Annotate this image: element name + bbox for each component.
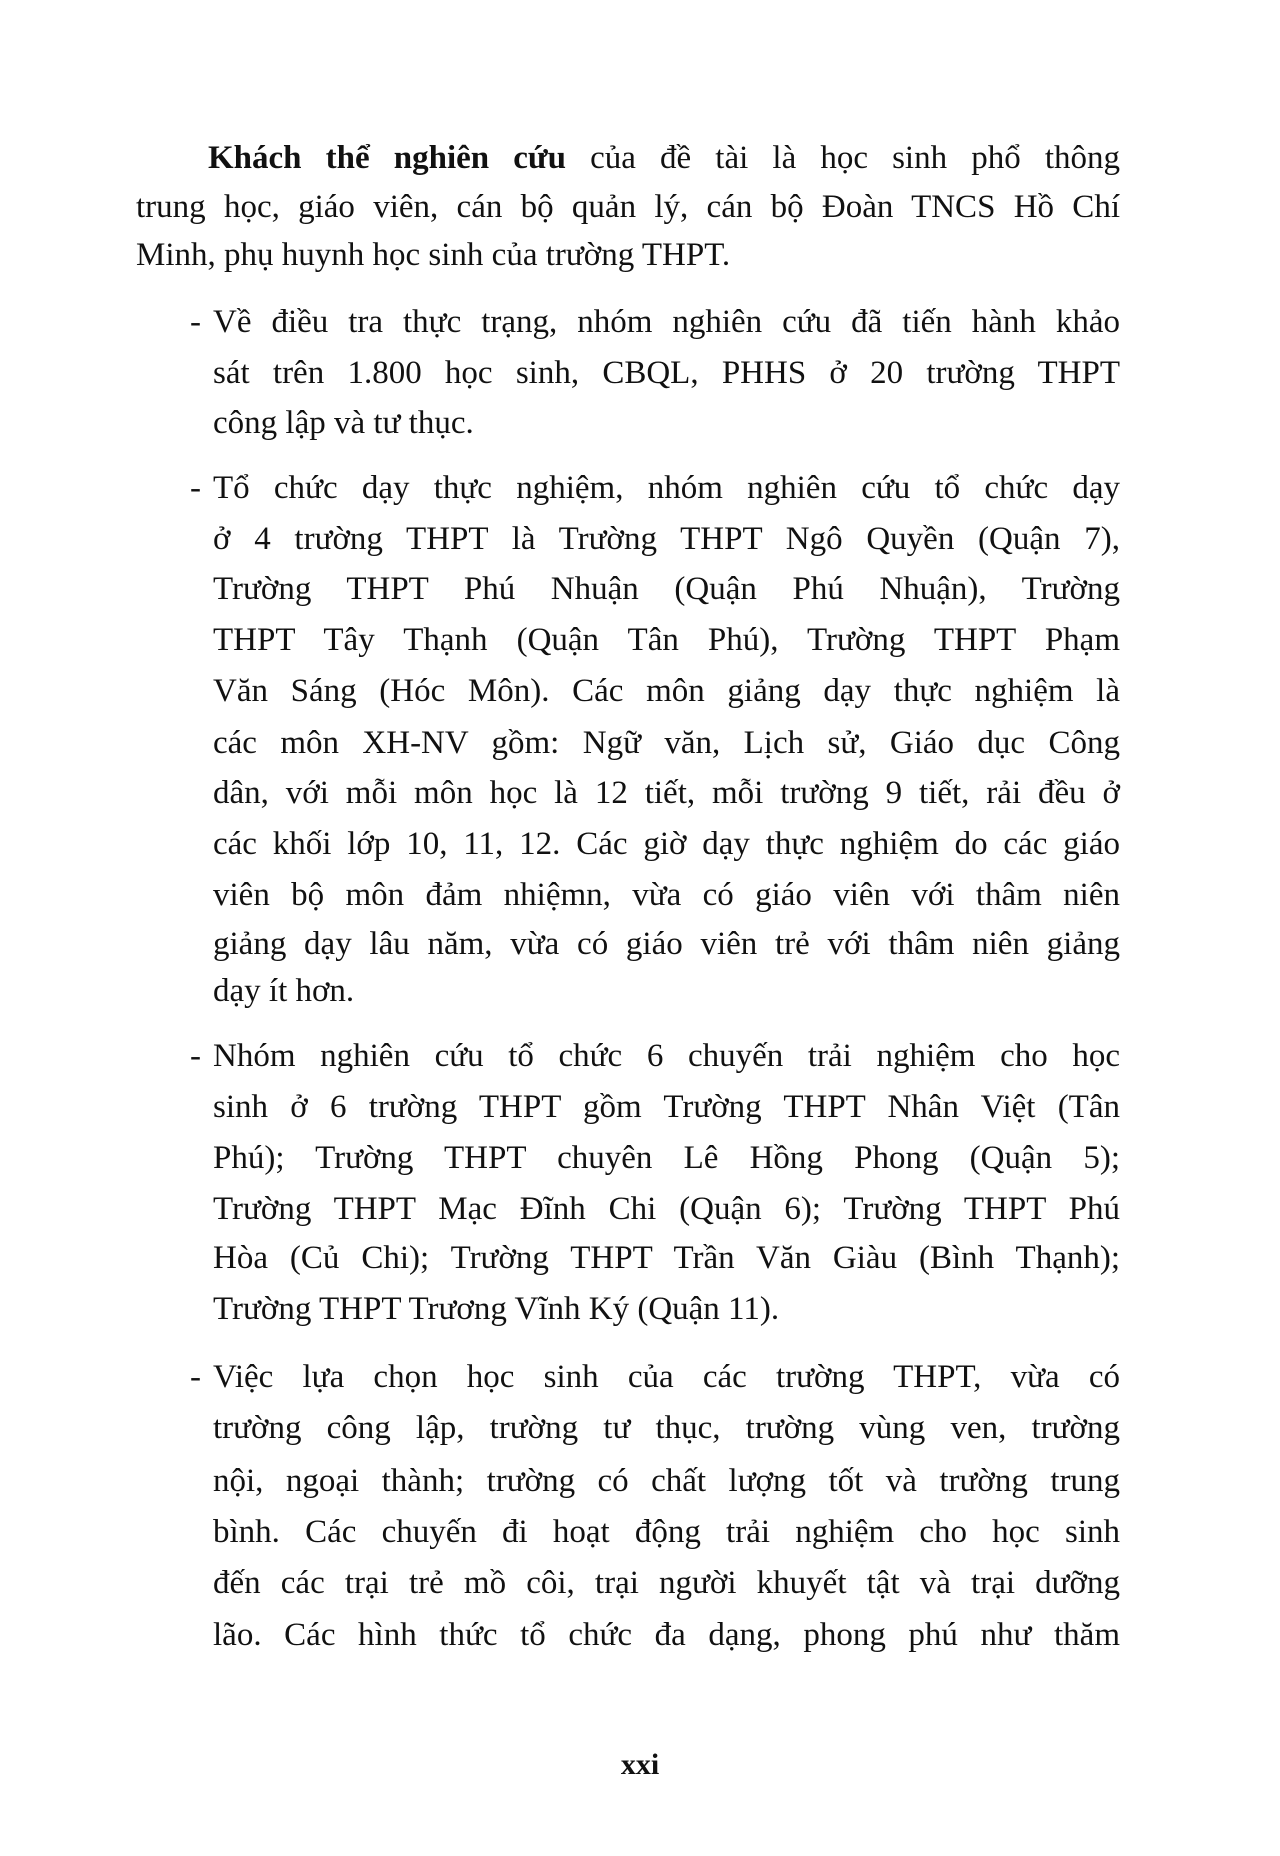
bullet-line: đến các trại trẻ mồ côi, trại người khuyết tật và trại dưỡng <box>213 1565 1120 1601</box>
paragraph-line: trung học, giáo viên, cán bộ quản lý, cán bộ Đoàn TNCS Hồ Chí <box>136 189 1120 225</box>
bullet-line: sát trên 1.800 học sinh, CBQL, PHHS ở 20 trường THPT <box>213 355 1120 391</box>
bullet-line: Trường THPT Trương Vĩnh Ký (Quận 11). <box>213 1291 780 1327</box>
bullet-line: sinh ở 6 trường THPT gồm Trường THPT Nhân Việt (Tân <box>213 1089 1120 1125</box>
bullet-line: Phú); Trường THPT chuyên Lê Hồng Phong (Quận 5); <box>213 1140 1120 1176</box>
bullet-line: các môn XH-NV gồm: Ngữ văn, Lịch sử, Giáo dục Công <box>213 725 1120 761</box>
paragraph-line: Minh, phụ huynh học sinh của trường THPT. <box>136 237 731 273</box>
bullet-line: bình. Các chuyến đi hoạt động trải nghiệm cho học sinh <box>213 1514 1120 1550</box>
line-text: của đề tài là học sinh phổ thông <box>566 140 1120 176</box>
bullet-line: Hòa (Củ Chi); Trường THPT Trần Văn Giàu (Bình Thạnh); <box>213 1240 1120 1276</box>
bold-term: Khách thể nghiên cứu <box>208 140 567 176</box>
bullet-line: trường công lập, trường tư thục, trường vùng ven, trường <box>213 1410 1120 1446</box>
bullet-line: Nhóm nghiên cứu tổ chức 6 chuyến trải nghiệm cho học <box>213 1038 1120 1074</box>
bullet-line: viên bộ môn đảm nhiệmn, vừa có giáo viên với thâm niên <box>213 877 1120 913</box>
page-number: xxi <box>620 1748 660 1781</box>
bullet-line: ở 4 trường THPT là Trường THPT Ngô Quyền (Quận 7), <box>213 521 1120 557</box>
bullet-dash: - <box>190 1359 201 1395</box>
bullet-line: THPT Tây Thạnh (Quận Tân Phú), Trường THPT Phạm <box>213 622 1120 658</box>
bullet-line: các khối lớp 10, 11, 12. Các giờ dạy thực nghiệm do các giáo <box>213 826 1120 862</box>
bullet-line: dân, với mỗi môn học là 12 tiết, mỗi trường 9 tiết, rải đều ở <box>213 775 1120 811</box>
bullet-line: Trường THPT Mạc Đĩnh Chi (Quận 6); Trường THPT Phú <box>213 1191 1120 1227</box>
bullet-line: Việc lựa chọn học sinh của các trường THPT, vừa có <box>213 1359 1120 1395</box>
bullet-line: nội, ngoại thành; trường có chất lượng tốt và trường trung <box>213 1463 1120 1499</box>
bullet-line: Trường THPT Phú Nhuận (Quận Phú Nhuận), Trường <box>213 571 1120 607</box>
bullet-line: công lập và tư thục. <box>213 405 474 441</box>
bullet-line: dạy ít hơn. <box>213 973 355 1009</box>
bullet-line: Về điều tra thực trạng, nhóm nghiên cứu đã tiến hành khảo <box>213 304 1120 340</box>
paragraph-line <box>208 133 1120 183</box>
bullet-line: Văn Sáng (Hóc Môn). Các môn giảng dạy thực nghiệm là <box>213 673 1120 709</box>
bullet-line: giảng dạy lâu năm, vừa có giáo viên trẻ với thâm niên giảng <box>213 926 1120 962</box>
bullet-dash: - <box>190 1038 201 1074</box>
bullet-line: Tổ chức dạy thực nghiệm, nhóm nghiên cứu tổ chức dạy <box>213 470 1120 506</box>
bullet-dash: - <box>190 470 201 506</box>
bullet-dash: - <box>190 304 201 340</box>
bullet-line: lão. Các hình thức tổ chức đa dạng, phong phú như thăm <box>213 1617 1120 1653</box>
